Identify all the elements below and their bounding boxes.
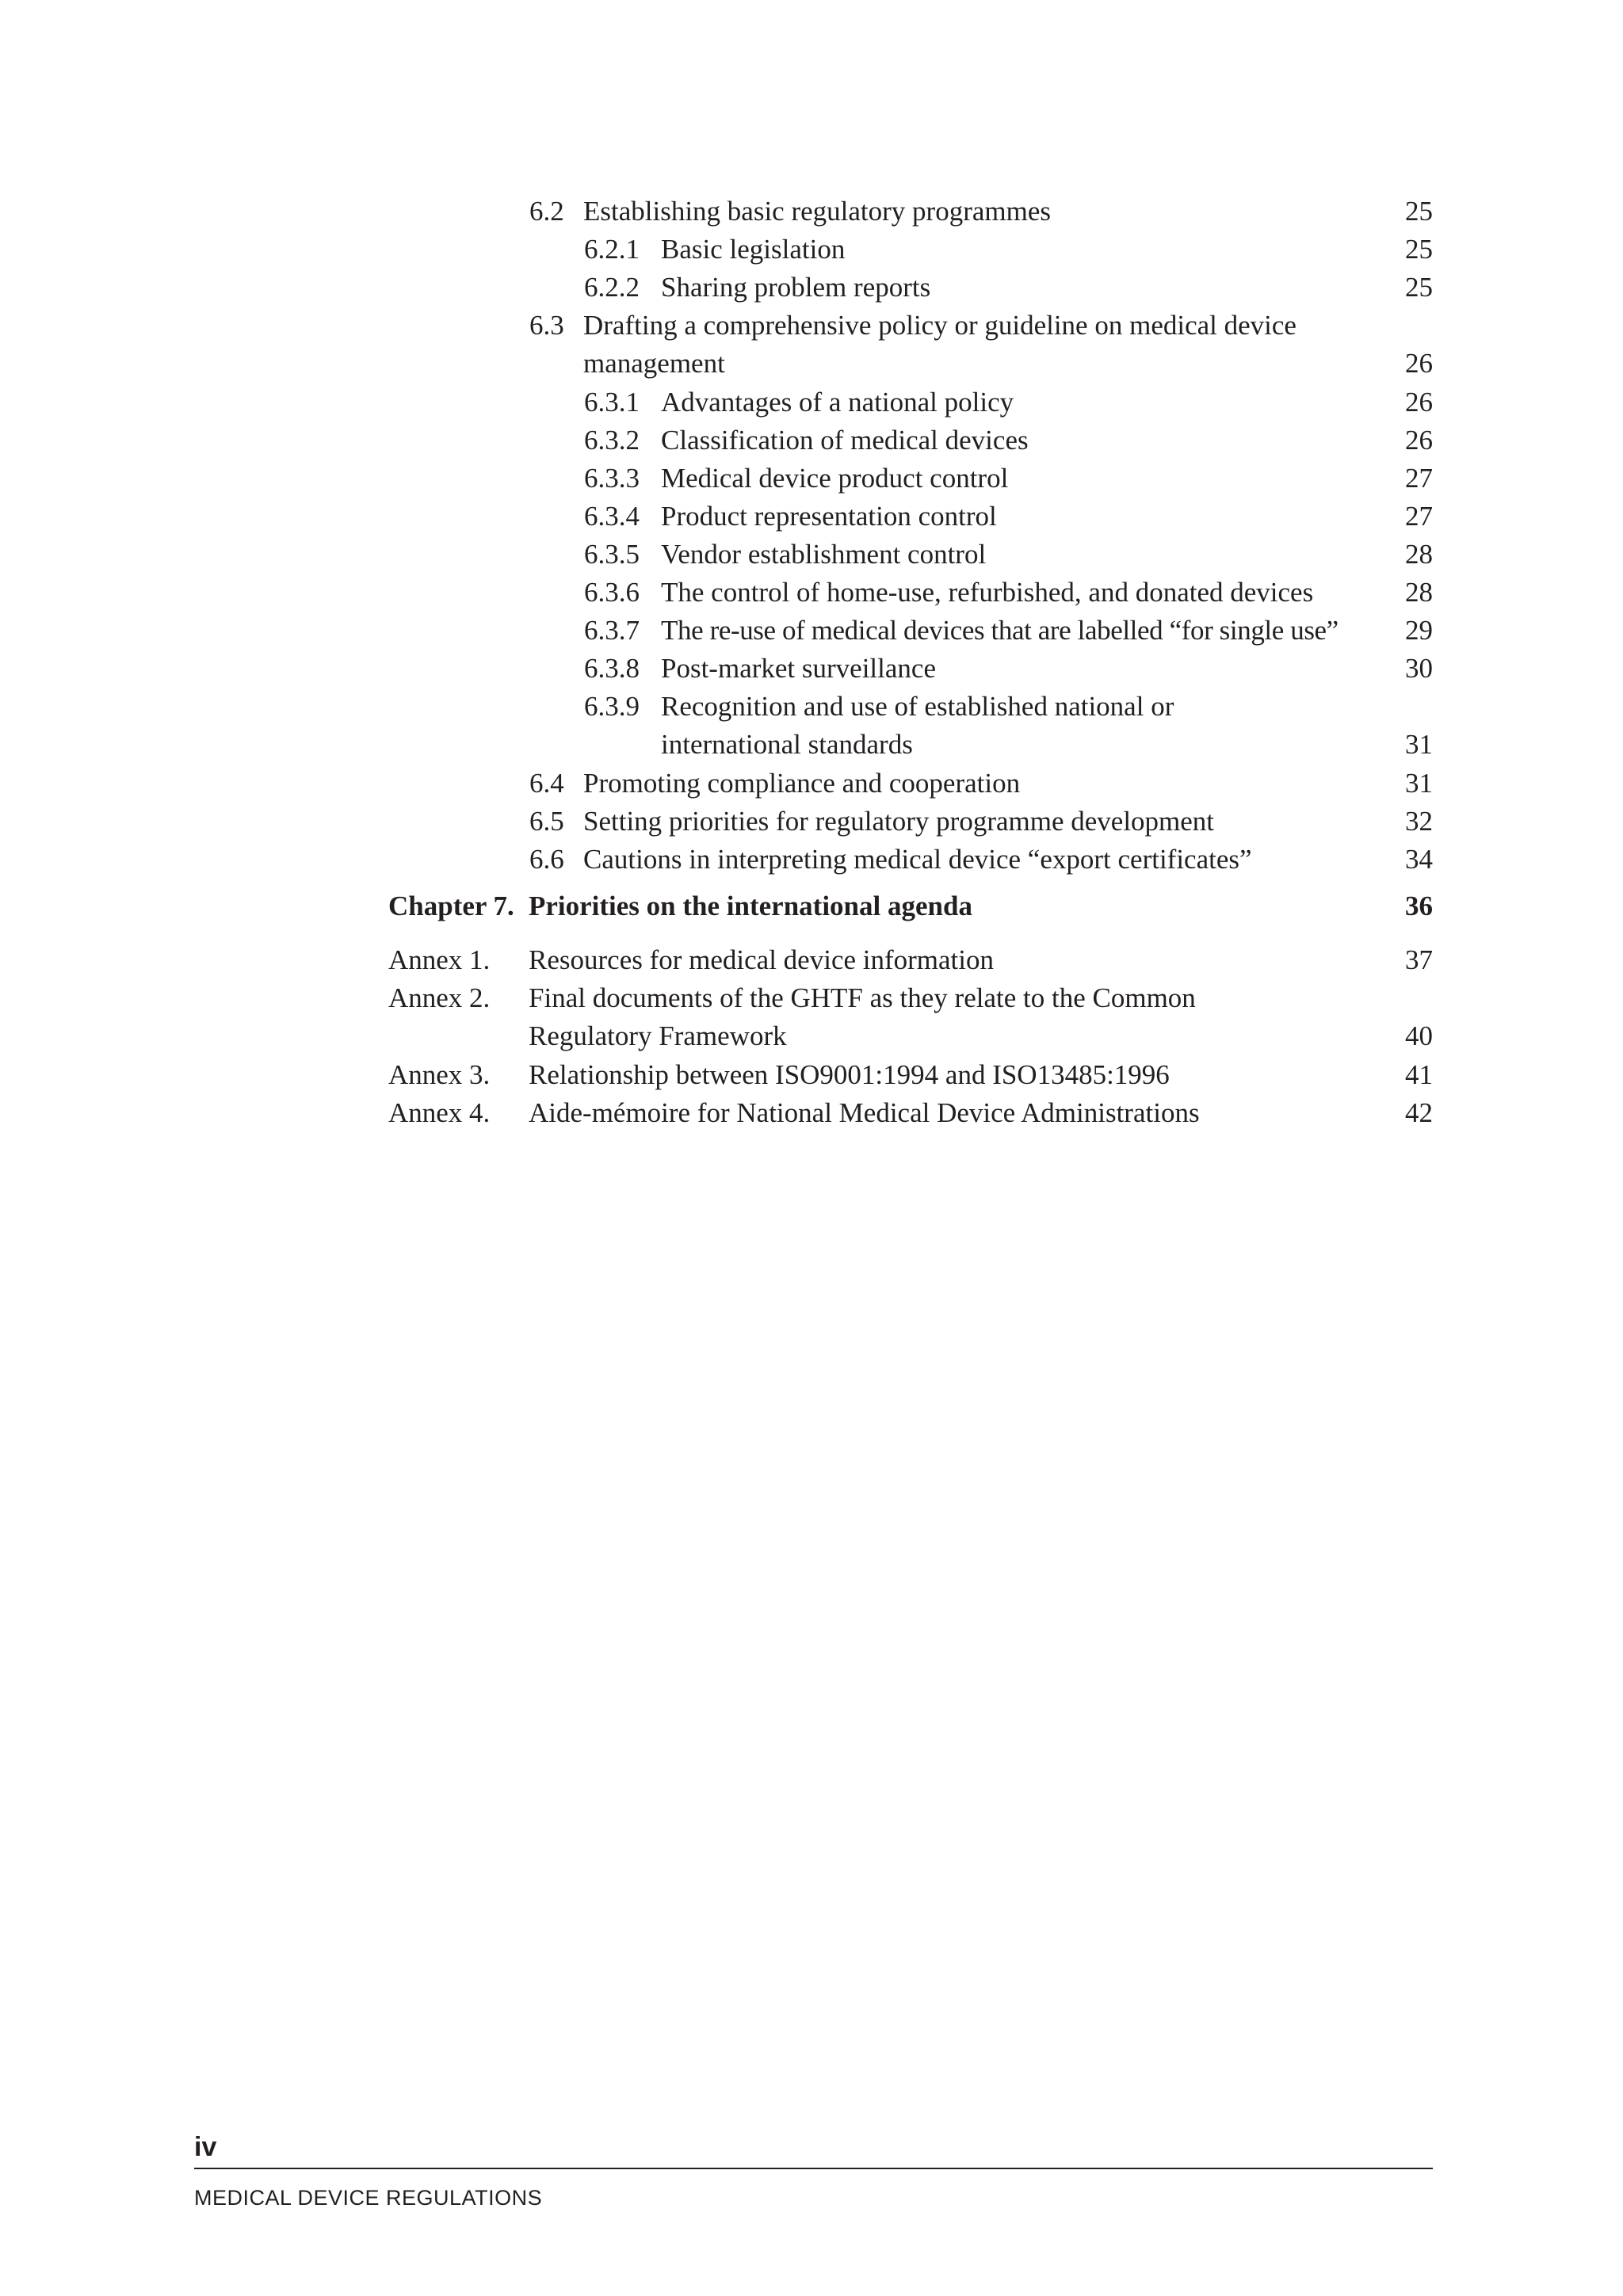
toc-annex-number: Annex 3. <box>388 1059 491 1090</box>
toc-entry-page: 31 <box>1405 729 1433 760</box>
toc-annex-title-continued: Regulatory Framework <box>529 1020 787 1051</box>
toc-entry-title-continued: international standards <box>661 729 913 760</box>
toc-entry-number: 6.6 <box>529 844 564 875</box>
toc-entry-title: Sharing problem reports <box>661 272 931 303</box>
toc-entry-6-5[interactable] <box>529 803 1433 841</box>
toc-entry-6-3-9[interactable] <box>584 688 1433 764</box>
toc-annex-number: Annex 4. <box>388 1097 491 1128</box>
toc-entry-6-3-7[interactable] <box>584 612 1433 650</box>
toc-entry-6-2-2[interactable] <box>584 269 1433 307</box>
toc-entry-6-3-5[interactable] <box>584 536 1433 574</box>
toc-entry-6-3[interactable] <box>529 307 1433 383</box>
toc-entry-number: 6.3.7 <box>584 615 640 646</box>
toc-entry-page: 30 <box>1405 653 1433 684</box>
toc-entry-number: 6.3.1 <box>584 387 640 418</box>
toc-entry-page: 32 <box>1405 806 1433 837</box>
toc-entry-title: Vendor establishment control <box>661 539 987 570</box>
toc-annex-number: Annex 1. <box>388 944 491 975</box>
toc-annex-title: Relationship between ISO9001:1994 and ISO13485:1996 <box>529 1059 1170 1090</box>
toc-annex-number: Annex 2. <box>388 982 491 1013</box>
toc-entry-page: 27 <box>1405 501 1433 532</box>
toc-entry-page: 28 <box>1405 539 1433 570</box>
toc-entry-title: Post-market surveillance <box>661 653 936 684</box>
toc-entry-title: Classification of medical devices <box>661 425 1029 456</box>
toc-entry-annex-4[interactable] <box>388 1094 1433 1132</box>
toc-annex-title: Final documents of the GHTF as they relate to the Common <box>529 982 1196 1013</box>
toc-entry-title-continued: management <box>583 348 725 379</box>
toc-chapter-title: Priorities on the international agenda <box>529 891 972 921</box>
toc-entry-6-2-1[interactable] <box>584 231 1433 269</box>
toc-entry-title: The re-use of medical devices that are labelled “for single use” <box>661 615 1338 646</box>
toc-entry-annex-3[interactable] <box>388 1056 1433 1094</box>
toc-entry-page: 34 <box>1405 844 1433 875</box>
toc-entry-title: Drafting a comprehensive policy or guideline on medical device <box>583 310 1296 341</box>
toc-entry-number: 6.2.1 <box>584 234 640 265</box>
toc-entry-number: 6.3.8 <box>584 653 640 684</box>
toc-chapter-number: Chapter 7. <box>388 891 514 921</box>
toc-entry-page: 41 <box>1405 1059 1433 1090</box>
toc-entry-page: 42 <box>1405 1097 1433 1128</box>
toc-entry-number: 6.3.6 <box>584 577 640 608</box>
toc-entry-title: Basic legislation <box>661 234 846 265</box>
toc-annex-title: Resources for medical device information <box>529 944 995 975</box>
toc-entry-number: 6.3.4 <box>584 501 640 532</box>
toc-entry-number: 6.3.9 <box>584 691 640 722</box>
toc-entry-title: Medical device product control <box>661 463 1009 494</box>
toc-entry-page: 25 <box>1405 196 1433 227</box>
toc-entry-page: 31 <box>1405 768 1433 799</box>
toc-entry-6-3-1[interactable] <box>584 383 1433 421</box>
footer-running-title: MEDICAL DEVICE REGULATIONS <box>194 2186 543 2210</box>
toc-entry-number: 6.3.2 <box>584 425 640 456</box>
toc-entry-6-3-8[interactable] <box>584 650 1433 688</box>
toc-entry-title: Promoting compliance and cooperation <box>583 768 1021 799</box>
toc-entry-6-6[interactable] <box>529 841 1433 879</box>
toc-entry-6-3-3[interactable] <box>584 460 1433 498</box>
toc-entry-page: 36 <box>1405 891 1433 921</box>
toc-entry-page: 28 <box>1405 577 1433 608</box>
toc-entry-6-3-4[interactable] <box>584 498 1433 536</box>
toc-entry-page: 27 <box>1405 463 1433 494</box>
toc-entry-page: 26 <box>1405 425 1433 456</box>
toc-entry-number: 6.3 <box>529 310 564 341</box>
toc-entry-number: 6.3.5 <box>584 539 640 570</box>
footer-divider <box>194 2168 1433 2169</box>
toc-entry-number: 6.2.2 <box>584 272 640 303</box>
toc-entry-title: Cautions in interpreting medical device “export certificates” <box>583 844 1252 875</box>
toc-annex-title: Aide-mémoire for National Medical Device Administrations <box>529 1097 1200 1128</box>
toc-entry-title: Establishing basic regulatory programmes <box>583 196 1051 227</box>
toc-entry-page: 37 <box>1405 944 1433 975</box>
toc-entry-title: Product representation control <box>661 501 997 532</box>
toc-entry-number: 6.5 <box>529 806 564 837</box>
toc-entry-title: Advantages of a national policy <box>661 387 1014 418</box>
toc-entry-6-3-2[interactable] <box>584 421 1433 460</box>
toc-entry-title: The control of home-use, refurbished, and donated devices <box>661 577 1314 608</box>
toc-entry-title: Setting priorities for regulatory programme development <box>583 806 1215 837</box>
toc-entry-title: Recognition and use of established national or <box>661 691 1174 722</box>
toc-entry-6-2[interactable] <box>529 193 1433 231</box>
toc-entry-6-3-6[interactable] <box>584 574 1433 612</box>
toc-entry-number: 6.3.3 <box>584 463 640 494</box>
toc-entry-page: 25 <box>1405 234 1433 265</box>
footer-page-number: iv <box>194 2132 217 2162</box>
toc-entry-chapter-7[interactable] <box>388 887 1433 925</box>
toc-entry-6-4[interactable] <box>529 765 1433 803</box>
toc-entry-page: 40 <box>1405 1020 1433 1051</box>
toc-entry-page: 25 <box>1405 272 1433 303</box>
toc-entry-page: 29 <box>1405 615 1433 646</box>
toc-entry-page: 26 <box>1405 348 1433 379</box>
toc-entry-annex-1[interactable] <box>388 941 1433 979</box>
toc-entry-page: 26 <box>1405 387 1433 418</box>
toc-entry-annex-2[interactable] <box>388 979 1433 1055</box>
toc-entry-number: 6.2 <box>529 196 564 227</box>
toc-entry-number: 6.4 <box>529 768 564 799</box>
